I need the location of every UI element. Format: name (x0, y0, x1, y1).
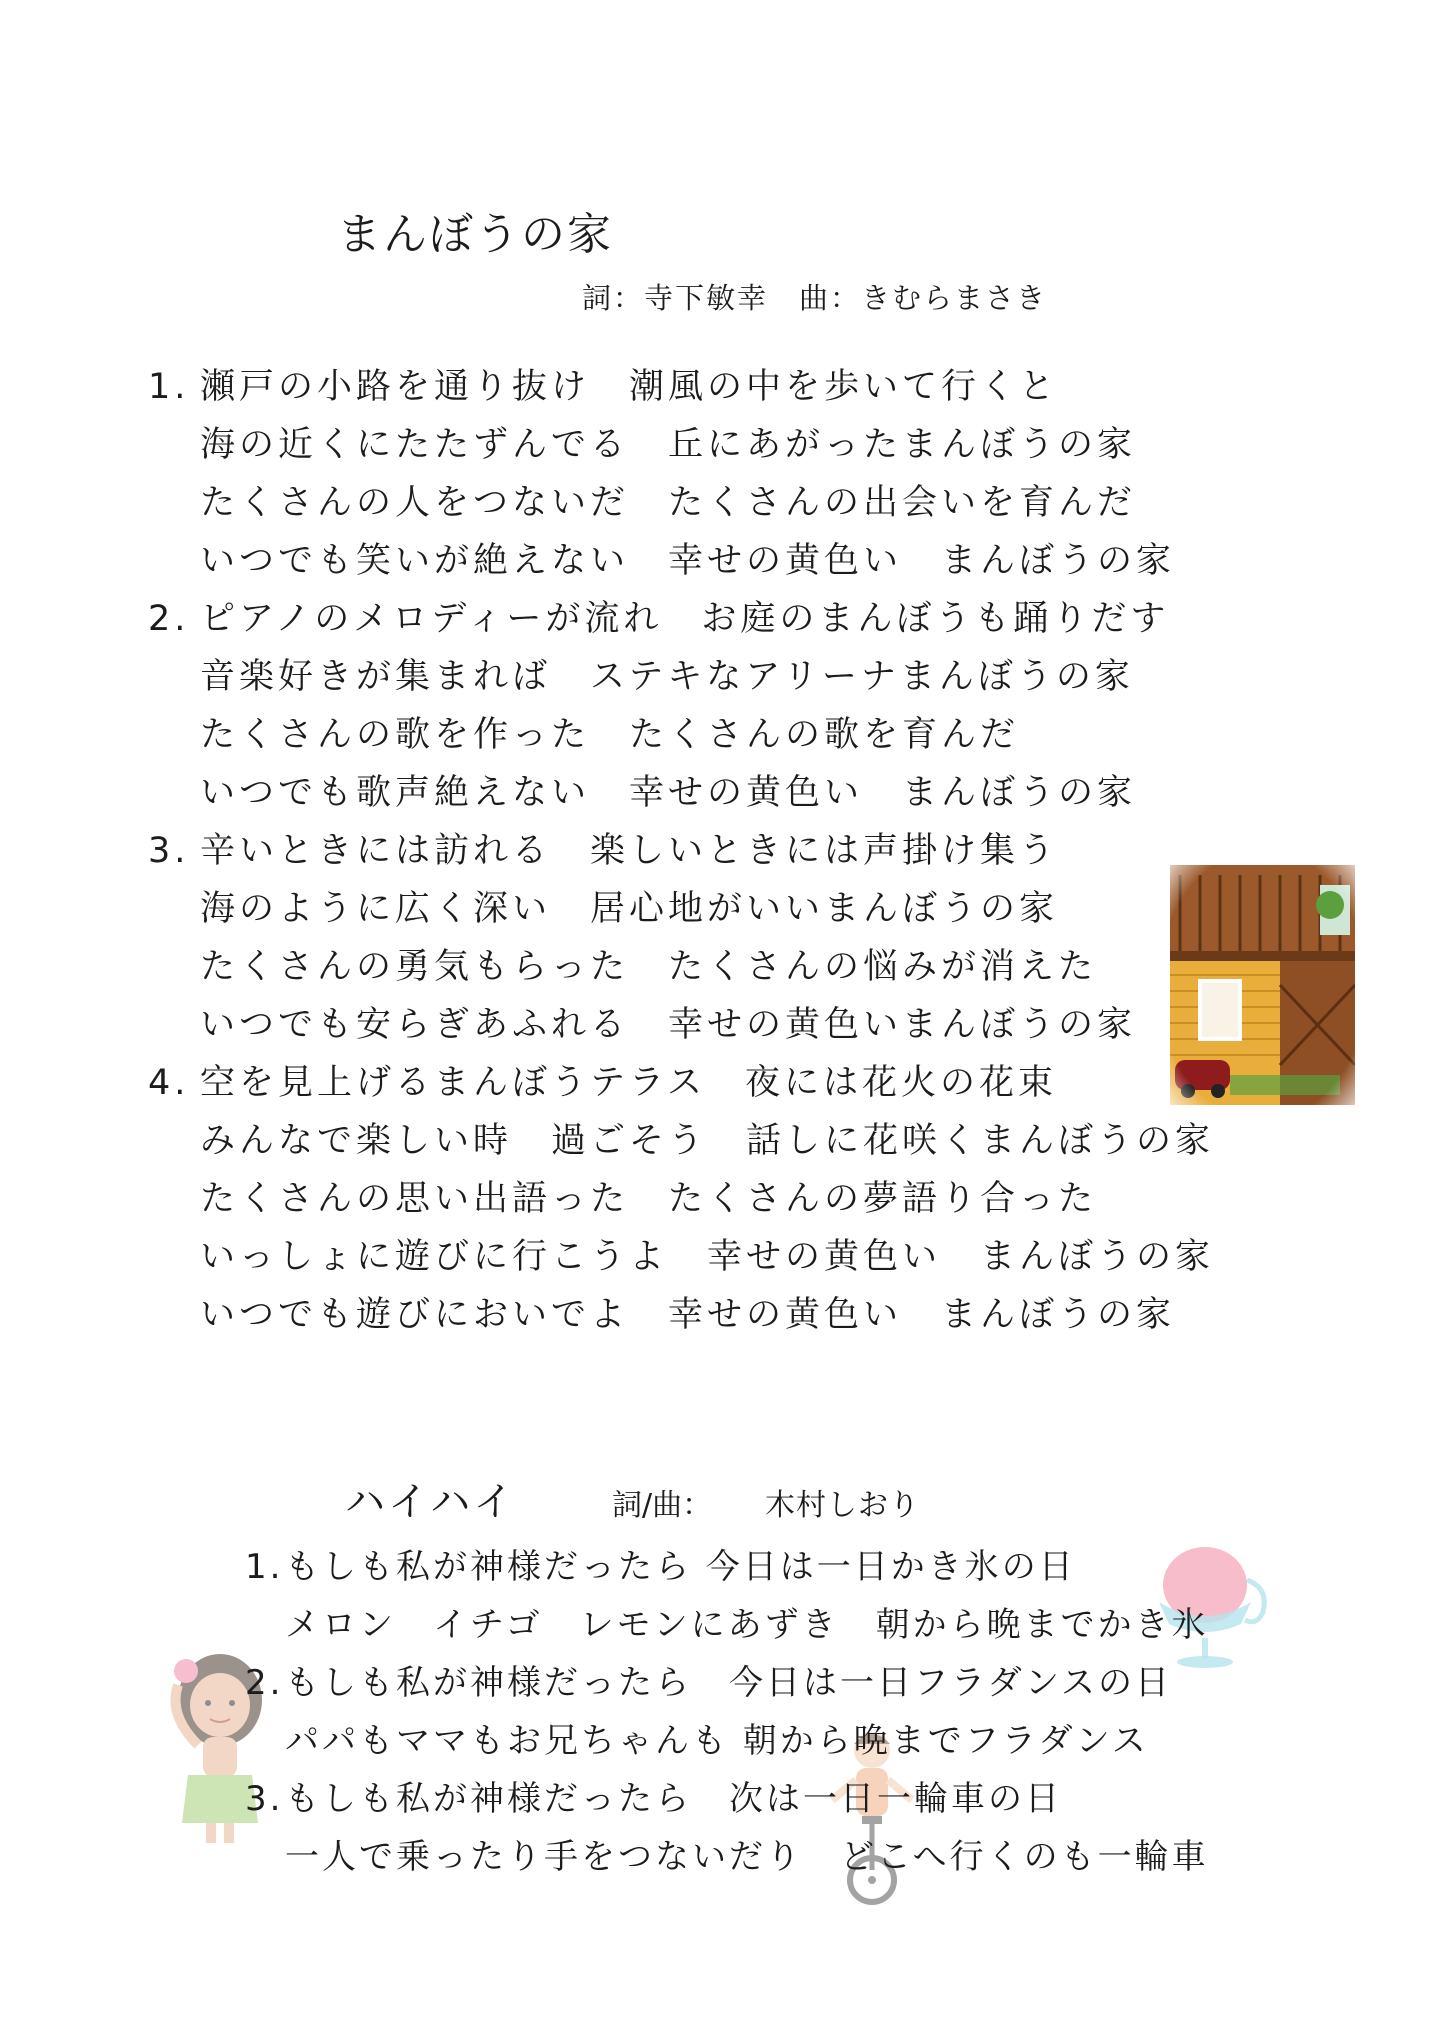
lyric-line: たくさんの思い出語った たくさんの夢語り合った (200, 1179, 1098, 1219)
lyric-line: たくさんの人をつないだ たくさんの出会いを育んだ (200, 483, 1137, 523)
lyric-line: たくさんの勇気もらった たくさんの悩みが消えた (200, 947, 1098, 987)
song2-credit-name: 木村しおり (765, 1488, 920, 1523)
lyric-line: 一人で乗ったり手をつないだり どこへ行くのも一輪車 (285, 1837, 1209, 1877)
lyric-line: 3. 辛いときには訪れる 楽しいときには声掛け集う (148, 831, 1059, 871)
lyric-line: いつでも安らぎあふれる 幸せの黄色いまんぼうの家 (200, 1005, 1137, 1045)
song1-credit: 詞：寺下敏幸 曲：きむらまさき (582, 281, 1048, 315)
yellow-house-illustration (1170, 865, 1355, 1105)
lyric-line: いつでも笑いが絶えない 幸せの黄色い まんぼうの家 (200, 541, 1176, 581)
lyric-line: 音楽好きが集まれば ステキなアリーナまんぼうの家 (200, 657, 1134, 697)
lyric-line: 海のように広く深い 居心地がいいまんぼうの家 (200, 889, 1059, 929)
lyric-line: パパもママもお兄ちゃんも 朝から晩までフラダンス (285, 1721, 1149, 1761)
lyric-line: 海の近くにたたずんでる 丘にあがったまんぼうの家 (200, 425, 1137, 465)
lyric-line: メロン イチゴ レモンにあずき 朝から晩までかき氷 (285, 1605, 1209, 1645)
lyric-line: 3.もしも私が神様だったら 次は一日一輪車の日 (245, 1779, 1062, 1819)
lyric-line: 4. 空を見上げるまんぼうテラス 夜には花火の花束 (148, 1063, 1057, 1103)
song1-title: まんぼうの家 (337, 209, 613, 260)
lyric-line: いっしょに遊びに行こうよ 幸せの黄色い まんぼうの家 (200, 1237, 1215, 1277)
lyric-line: みんなで楽しい時 過ごそう 話しに花咲くまんぼうの家 (200, 1121, 1215, 1161)
lyric-line: 1. 瀬戸の小路を通り抜け 潮風の中を歩いて行くと (148, 367, 1059, 407)
lyric-line: 1.もしも私が神様だったら 今日は一日かき氷の日 (245, 1547, 1076, 1587)
lyric-line: 2. ピアノのメロディーが流れ お庭のまんぼうも踊りだす (148, 599, 1170, 639)
song2-title: ハイハイ (345, 1479, 517, 1525)
song2-credit-label: 詞/曲： (612, 1488, 713, 1523)
lyric-line: 2.もしも私が神様だったら 今日は一日フラダンスの日 (245, 1663, 1172, 1703)
lyric-line: いつでも歌声絶えない 幸せの黄色い まんぼうの家 (200, 773, 1137, 813)
lyric-line: たくさんの歌を作った たくさんの歌を育んだ (200, 715, 1020, 755)
lyric-line: いつでも遊びにおいでよ 幸せの黄色い まんぼうの家 (200, 1295, 1176, 1335)
